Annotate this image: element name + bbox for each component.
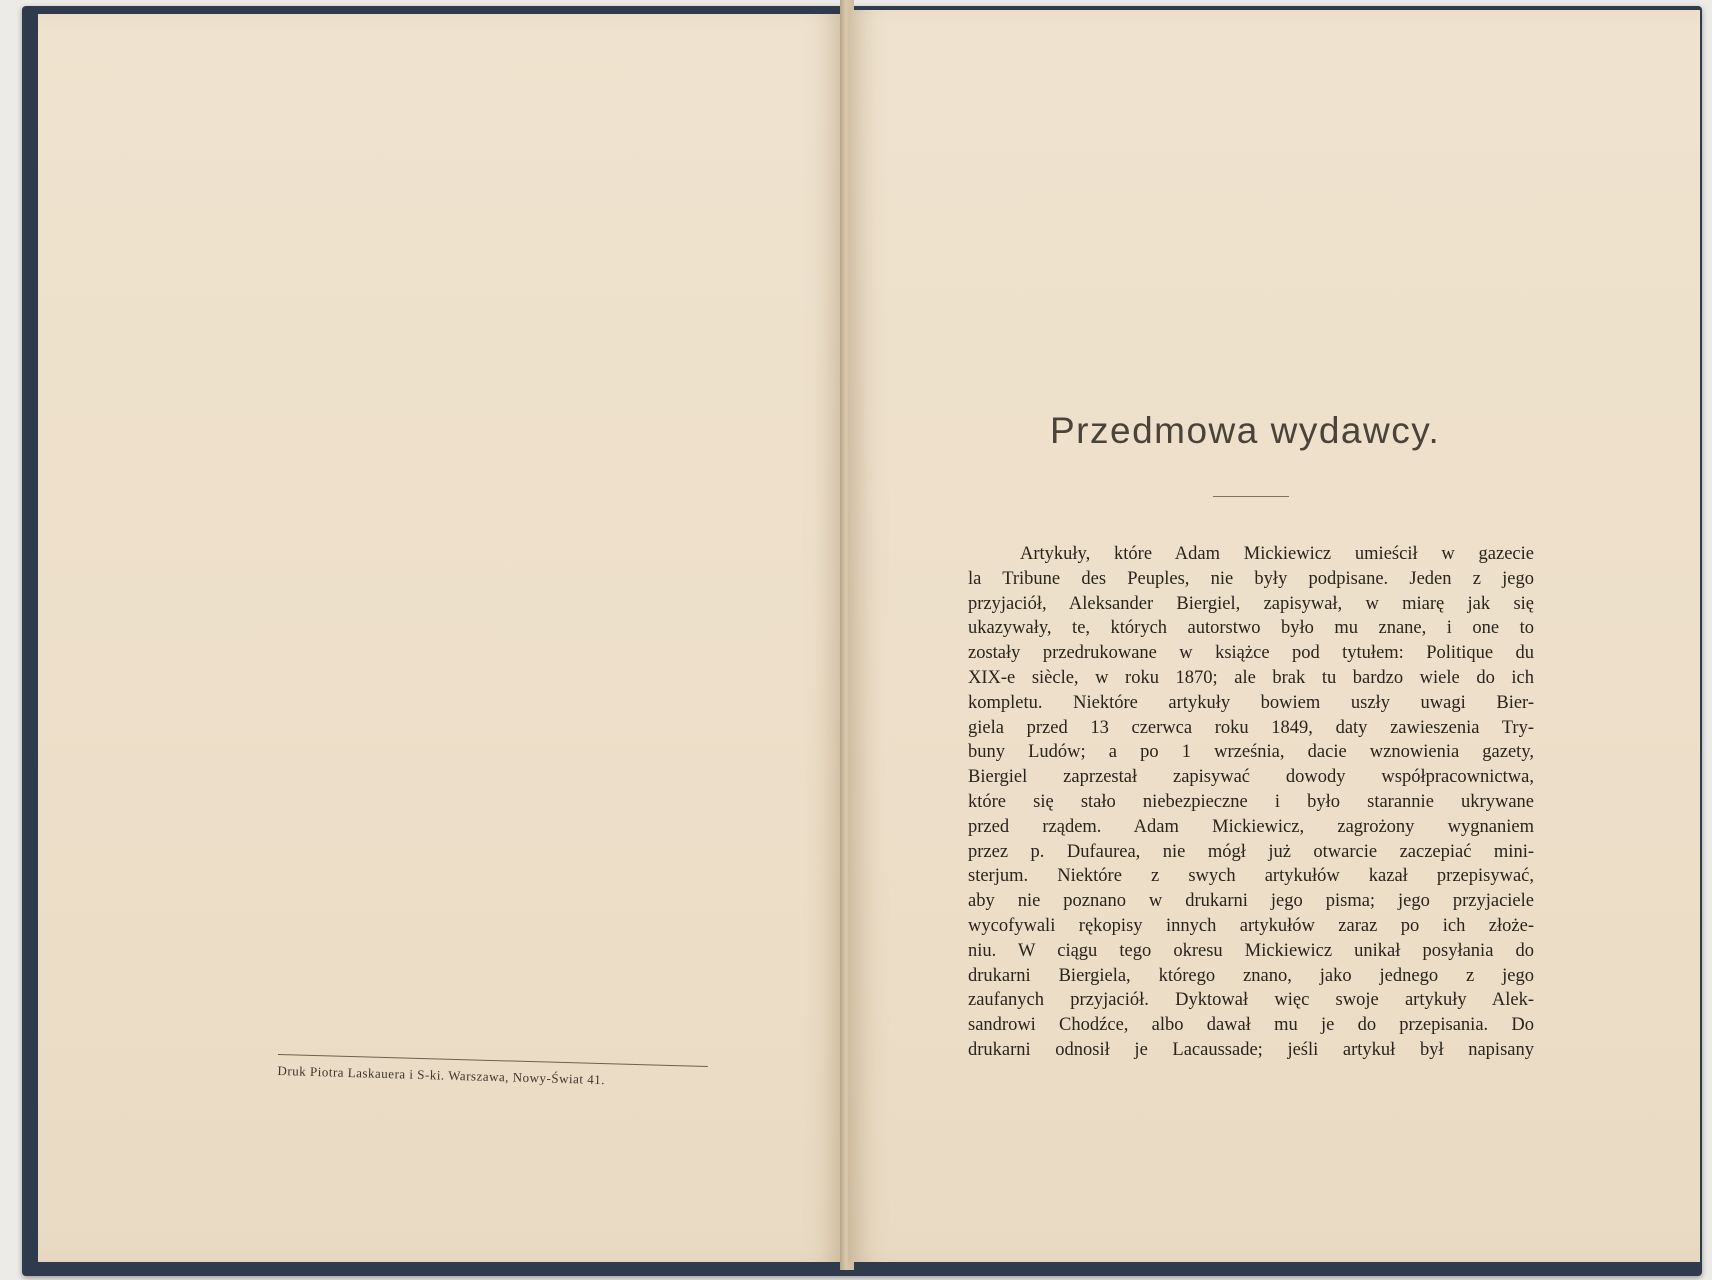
text-line: przyjaciół, Aleksander Biergiel, zapisywał, w miarę jak się — [968, 593, 1534, 614]
text-line: buny Ludów; a po 1 września, dacie wznowienia gazety, — [968, 742, 1534, 763]
text-line: aby nie poznano w drukarni jego pisma; jego przyjaciele — [968, 891, 1534, 912]
text-line: XIX-e siècle, w roku 1870; ale brak tu bardzo wiele do ich — [968, 667, 1534, 688]
page-title: Przedmowa wydawcy. — [1050, 410, 1441, 451]
text-line: wycofywali rękopisy innych artykułów zaraz po ich złoże- — [968, 915, 1534, 936]
text-line: drukarni odnosił je Lacaussade; jeśli artykuł był napisany — [968, 1039, 1534, 1060]
text-line: giela przed 13 czerwca roku 1849, daty zawieszenia Try- — [968, 717, 1534, 738]
text-line: zaufanych przyjaciół. Dyktował więc swoje artykuły Alek- — [968, 990, 1534, 1011]
text-line: przez p. Dufaurea, nie mógł już otwarcie zaczepiać mini- — [968, 841, 1534, 862]
text-line: drukarni Biergiela, którego znano, jako jednego z jego — [968, 965, 1534, 986]
text-line: sterjum. Niektóre z swych artykułów kazał przepisywać, — [968, 866, 1534, 887]
left-page — [38, 14, 846, 1262]
text-line: Artykuły, które Adam Mickiewicz umieścił w gazecie — [1020, 544, 1534, 564]
text-line: sandrowi Chodźce, albo dawał mu je do przepisania. Do — [968, 1015, 1534, 1036]
text-line: które się stało niebezpieczne i było starannie ukrywane — [968, 791, 1534, 812]
text-line: Biergiel zaprzestał zapisywać dowody współpracownictwa, — [968, 767, 1534, 788]
text-line: przed rządem. Adam Mickiewicz, zagrożony wygnaniem — [968, 816, 1534, 837]
printer-imprint: Druk Piotra Laskauera i S-ki. Warszawa, Nowy-Świat 41. — [277, 1054, 708, 1091]
text-line: ukazywały, te, których autorstwo było mu znane, i one to — [968, 618, 1534, 639]
title-divider — [1213, 496, 1289, 497]
text-line: niu. W ciągu tego okresu Mickiewicz unikał posyłania do — [968, 940, 1534, 961]
preface-text — [968, 542, 1534, 1063]
text-line: la Tribune des Peuples, nie były podpisane. Jeden z jego — [968, 568, 1534, 589]
text-line: zostały przedrukowane w książce pod tytułem: Politique du — [968, 643, 1534, 664]
text-line: kompletu. Niektóre artykuły bowiem uszły uwagi Bier- — [968, 692, 1534, 713]
